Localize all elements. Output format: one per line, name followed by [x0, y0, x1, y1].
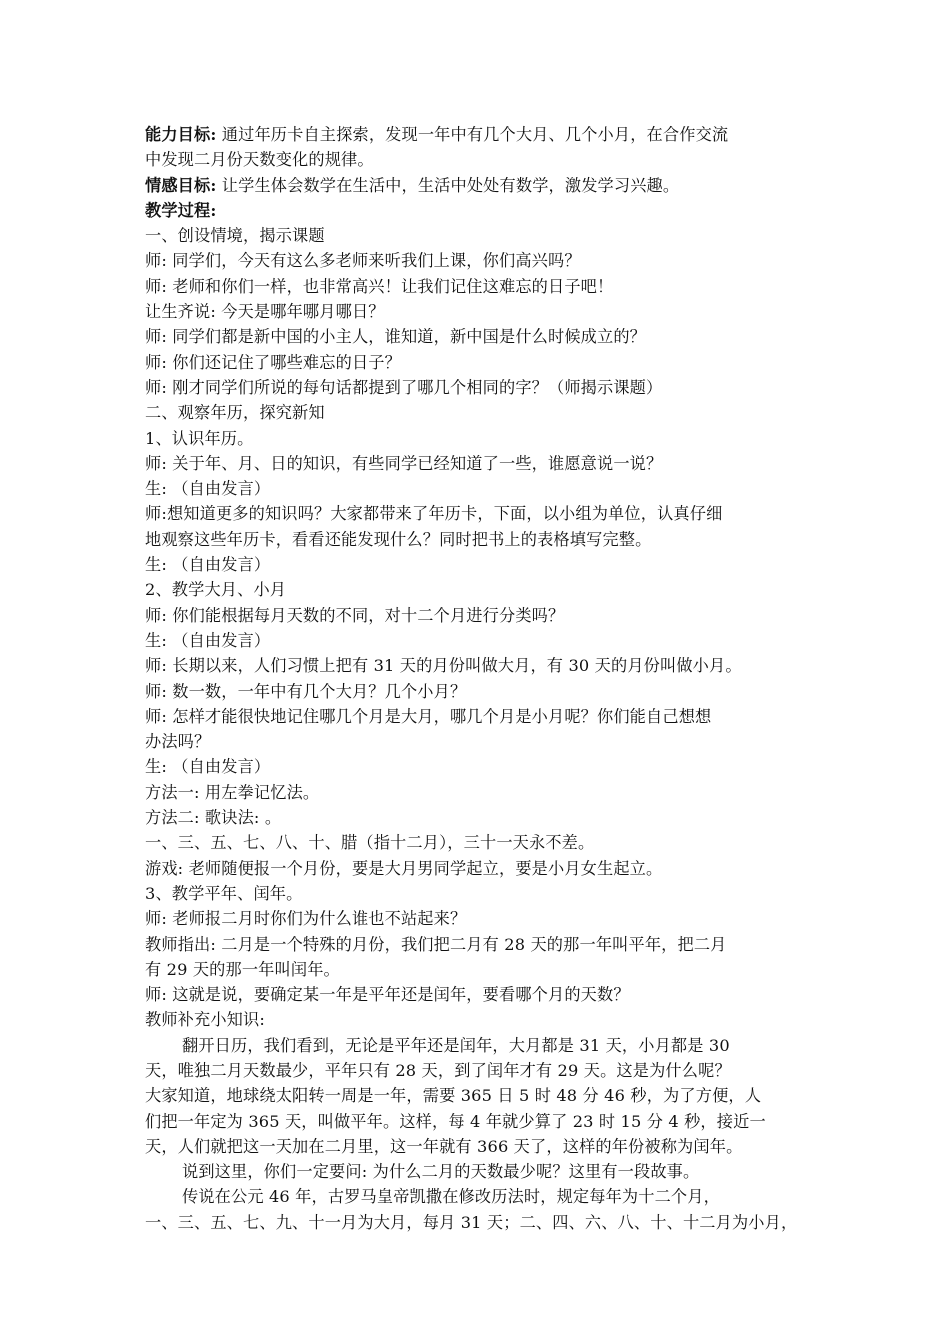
- lesson-line: 方法一: 用左拳记忆法。: [145, 782, 320, 802]
- lesson-line: 师: 怎样才能很快地记住哪几个月是大月，哪几个月是小月呢？你们能自己想想: [145, 706, 712, 726]
- lesson-line: 生: （自由发言）: [145, 479, 271, 499]
- lesson-line: 生: （自由发言）: [145, 555, 271, 575]
- paragraph-line: 传说在公元 46 年，古罗马皇帝凯撒在修改历法时，规定每年为十二个月，: [182, 1187, 720, 1207]
- lesson-line: 二、观察年历，探究新知: [145, 403, 325, 423]
- lesson-line: 生: （自由发言）: [145, 630, 271, 650]
- paragraph: [145, 1033, 810, 1159]
- lesson-line: 师: 你们能根据每月天数的不同，对十二个月进行分类吗？: [145, 605, 565, 625]
- lesson-line: 师: 同学们，今天有这么多老师来听我们上课，你们高兴吗？: [145, 251, 581, 271]
- lesson-lines: [145, 223, 810, 1033]
- ability-goal-line-1: [145, 122, 810, 147]
- lesson-line: 3、教学平年、闰年。: [145, 883, 303, 903]
- lesson-line: 生: （自由发言）: [145, 757, 271, 777]
- knowledge-paragraphs: [145, 1033, 810, 1235]
- lesson-line: 教师指出: 二月是一个特殊的月份，我们把二月有 28 天的那一年叫平年，把二月: [145, 934, 727, 954]
- lesson-line: 师: 同学们都是新中国的小主人，谁知道，新中国是什么时候成立的？: [145, 327, 647, 347]
- ability-goal-label: 能力目标:: [145, 125, 217, 144]
- lesson-line: 游戏: 老师随便报一个月份，要是大月男同学起立，要是小月女生起立。: [145, 858, 663, 878]
- lesson-line: 师: 长期以来，人们习惯上把有 31 天的月份叫做大月，有 30 天的月份叫做小月。: [145, 656, 742, 676]
- paragraph-line: 一、三、五、七、九、十一月为大月，每月 31 天；二、四、六、八、十、十二月为小月，: [145, 1212, 798, 1232]
- ability-goal-line-2: 中发现二月份天数变化的规律。: [145, 150, 374, 170]
- lesson-line: 师: 刚才同学们所说的每句话都提到了哪几个相同的字？（师揭示课题）: [145, 377, 663, 397]
- lesson-line: 有 29 天的那一年叫闰年。: [145, 959, 340, 979]
- paragraph: [145, 1159, 810, 1184]
- lesson-line: 2、教学大月、小月: [145, 580, 287, 600]
- lesson-line: 教师补充小知识:: [145, 1010, 265, 1030]
- emotion-goal-text: 让学生体会数学在生活中，生活中处处有数学，激发学习兴趣。: [216, 175, 680, 195]
- lesson-line: 师: 老师报二月时你们为什么谁也不站起来？: [145, 909, 467, 929]
- lesson-line: 地观察这些年历卡，看看还能发现什么？同时把书上的表格填写完整。: [145, 529, 652, 549]
- lesson-line: 师: 数一数，一年中有几个大月？几个小月？: [145, 681, 467, 701]
- process-heading: 教学过程:: [145, 200, 217, 220]
- paragraph-line: 天，唯独二月天数最少，平年只有 28 天，到了闰年才有 29 天。这是为什么呢？: [145, 1060, 731, 1080]
- paragraph: [145, 1184, 810, 1235]
- lesson-line: 师: 这就是说，要确定某一年是平年还是闰年，要看哪个月的天数？: [145, 985, 630, 1005]
- lesson-line: 1、认识年历。: [145, 428, 254, 448]
- paragraph-line: 天，人们就把这一天加在二月里，这一年就有 366 天了，这样的年份被称为闰年。: [145, 1136, 743, 1156]
- emotion-goal-label: 情感目标:: [145, 175, 217, 195]
- lesson-line: 方法二: 歌诀法: 。: [145, 808, 282, 828]
- ability-goal-text: 通过年历卡自主探索，发现一年中有几个大月、几个小月，在合作交流: [216, 125, 729, 144]
- lesson-line: 一、创设情境，揭示课题: [145, 226, 325, 246]
- paragraph-line: 翻开日历，我们看到，无论是平年还是闰年，大月都是 31 天，小月都是 30: [182, 1035, 730, 1055]
- lesson-line: 师: 你们还记住了哪些难忘的日子？: [145, 352, 401, 372]
- document-page: [145, 122, 810, 1235]
- lesson-line: 一、三、五、七、八、十、腊（指十二月），三十一天永不差。: [145, 833, 595, 853]
- lesson-line: 办法吗？: [145, 732, 211, 752]
- paragraph-line: 们把一年定为 365 天，叫做平年。这样，每 4 年就少算了 23 时 15 分 4 秒，接近一: [145, 1111, 766, 1131]
- lesson-line: 让生齐说: 今天是哪年哪月哪日？: [145, 302, 385, 322]
- lesson-line: 师:想知道更多的知识吗？大家都带来了年历卡，下面，以小组为单位，认真仔细: [145, 504, 723, 524]
- emotion-goal-line: [145, 173, 810, 198]
- lesson-line: 师: 关于年、月、日的知识，有些同学已经知道了一些，谁愿意说一说？: [145, 453, 663, 473]
- paragraph-line: 说到这里，你们一定要问: 为什么二月的天数最少呢？这里有一段故事。: [182, 1162, 700, 1182]
- lesson-line: 师: 老师和你们一样，也非常高兴！让我们记住这难忘的日子吧！: [145, 276, 614, 296]
- paragraph-line: 大家知道，地球绕太阳转一周是一年，需要 365 日 5 时 48 分 46 秒，为了方便，人: [145, 1086, 762, 1106]
